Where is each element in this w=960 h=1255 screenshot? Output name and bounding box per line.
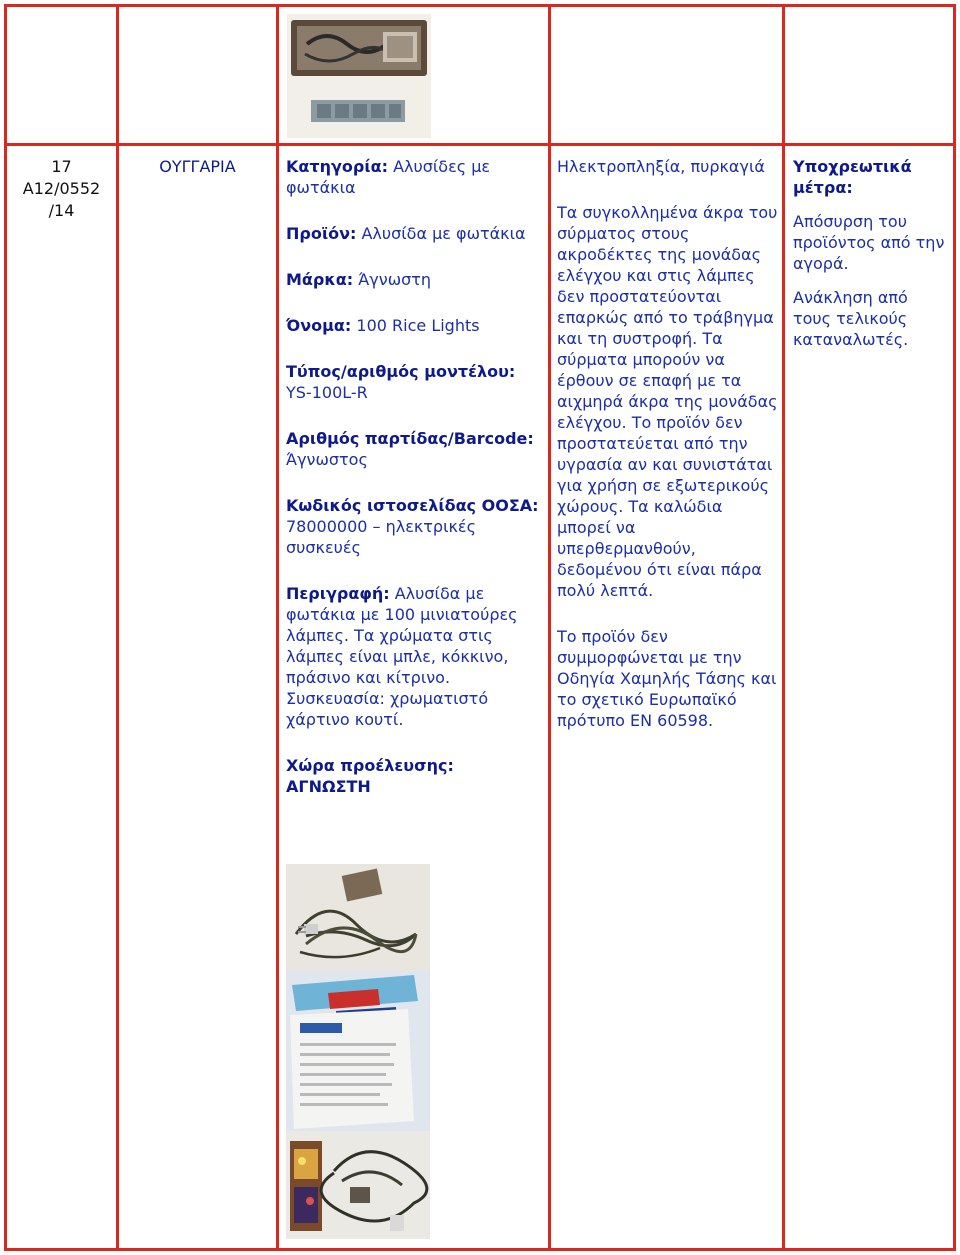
country: ΟΥΓΓΑΡΙΑ bbox=[159, 157, 236, 176]
measures-label: Υποχρεωτικά μέτρα: bbox=[793, 157, 912, 197]
table-border-left bbox=[4, 4, 7, 1251]
brand-label: Μάρκα: bbox=[286, 270, 354, 289]
table-border-right bbox=[953, 4, 956, 1251]
category-field bbox=[286, 156, 542, 198]
table-border-col3 bbox=[548, 4, 551, 1251]
table-border-top bbox=[4, 4, 956, 7]
risk-type: Ηλεκτροπληξία, πυρκαγιά bbox=[557, 157, 765, 176]
product-label: Προϊόν: bbox=[286, 224, 357, 243]
record-id bbox=[9, 156, 114, 222]
risk-compliance: Το προϊόν δεν συμμορφώνεται με την Οδηγία Χαμηλής Τάσης και το σχετικό Ευρωπαϊκό πρότυπο EN 60598. bbox=[557, 627, 777, 730]
product-details bbox=[286, 156, 542, 822]
product-photo-packaging-box bbox=[286, 971, 430, 1131]
oecd-field bbox=[286, 495, 542, 558]
risk-details bbox=[557, 156, 779, 756]
barcode-value: Άγνωστος bbox=[286, 450, 368, 469]
barcode-label: Αριθμός παρτίδας/Barcode: bbox=[286, 429, 534, 448]
risk-description: Τα συγκολλημένα άκρα του σύρματος στους ακροδέκτες της μονάδας ελέγχου και στις λάμπες δεν προστατεύονται επαρκώς από το τράβηγμα και τη συστροφή. Τα σύρματα μπορούν να έρθουν σε επαφή με τα αιχμηρά άκρα της μονάδας ελέγχου. Το προϊόν δεν προστατεύεται από την υγρασία αν και συνιστάται για χρήση σε εξωτερικούς χώρους. Τα καλώδια μπορεί να υπερθερμανθούν, δεδομένου ότι είναι πάρα πολύ λεπτά. bbox=[557, 203, 778, 600]
table-border-col2 bbox=[276, 4, 279, 1251]
model-label: Τύπος/αριθμός μοντέλου: bbox=[286, 362, 516, 381]
name-label: Όνομα: bbox=[286, 316, 352, 335]
measures bbox=[793, 156, 949, 375]
product-value: Αλυσίδα με φωτάκια bbox=[361, 224, 526, 243]
category-label: Κατηγορία: bbox=[286, 157, 388, 176]
measure-withdrawal: Απόσυρση του προϊόντος από την αγορά. bbox=[793, 212, 945, 273]
measure-recall: Ανάκληση από τους τελικούς καταναλωτές. bbox=[793, 288, 909, 349]
table-border-row-divider bbox=[4, 143, 956, 146]
model-field bbox=[286, 361, 542, 403]
table-border-col4 bbox=[782, 4, 785, 1251]
table-border-col1 bbox=[116, 4, 119, 1251]
description-field bbox=[286, 583, 542, 730]
record-code: A12/0552 bbox=[22, 179, 101, 198]
brand-value: Άγνωστη bbox=[358, 270, 432, 289]
description-value: Αλυσίδα με φωτάκια με 100 μινιατούρες λάμπες. Τα χρώματα στις λάμπες είναι μπλε, κόκκινο, πράσινο και κίτρινο. Συσκευασία: χρωματιστό χάρτινο κουτί. bbox=[286, 584, 518, 729]
product-field bbox=[286, 223, 542, 244]
description-label: Περιγραφή: bbox=[286, 584, 390, 603]
measures-heading bbox=[793, 156, 949, 198]
table-border-bottom bbox=[4, 1248, 956, 1251]
oecd-value: 78000000 – ηλεκτρικές συσκευές bbox=[286, 517, 476, 557]
record-number: 17 bbox=[51, 157, 72, 176]
name-value: 100 Rice Lights bbox=[356, 316, 480, 335]
origin-value: ΑΓΝΩΣΤΗ bbox=[286, 777, 371, 796]
record-code-suffix: /14 bbox=[48, 201, 75, 220]
product-photo-control-box-open bbox=[287, 14, 431, 138]
product-photo-box-and-cable bbox=[286, 1131, 430, 1239]
barcode-field bbox=[286, 428, 542, 470]
brand-field bbox=[286, 269, 542, 290]
origin-field bbox=[286, 755, 542, 797]
oecd-label: Κωδικός ιστοσελίδας ΟΟΣΑ: bbox=[286, 496, 539, 515]
product-photo-cable-and-controller bbox=[286, 864, 430, 972]
name-field bbox=[286, 315, 542, 336]
origin-label: Χώρα προέλευσης: bbox=[286, 756, 454, 775]
category-value: Αλυσίδες με φωτάκια bbox=[286, 157, 491, 197]
model-value: YS-100L-R bbox=[286, 383, 368, 402]
